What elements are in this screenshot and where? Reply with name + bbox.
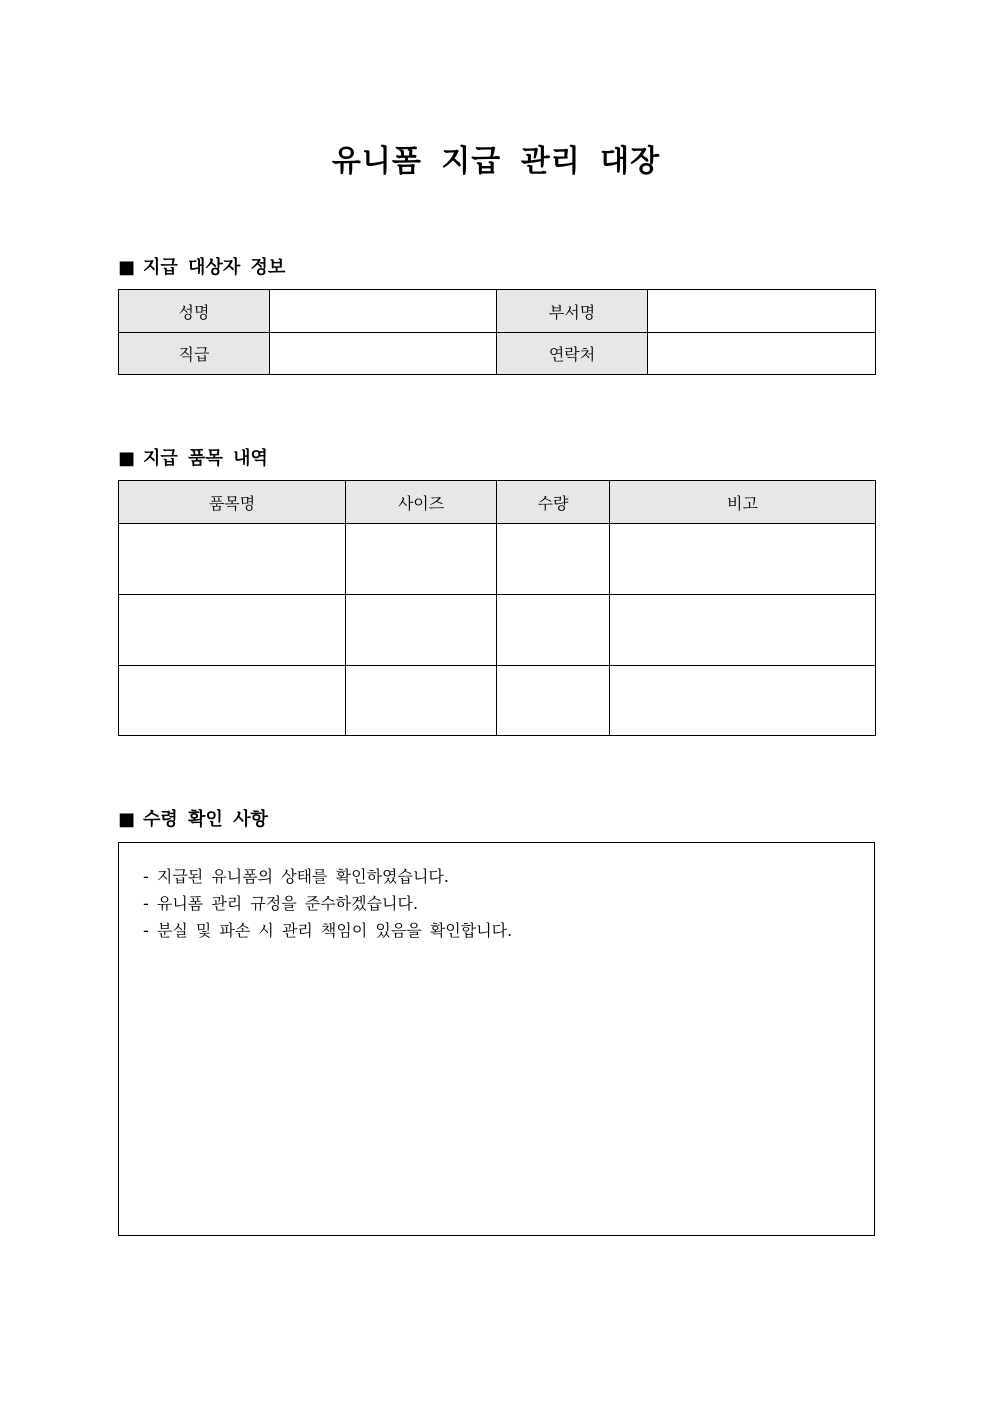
recipient-info-table xyxy=(118,289,876,375)
table-row xyxy=(119,290,876,333)
quantity-cell[interactable] xyxy=(497,524,610,595)
size-cell[interactable] xyxy=(346,595,497,666)
size-cell[interactable] xyxy=(346,666,497,736)
quantity-cell[interactable] xyxy=(497,595,610,666)
department-label: 부서명 xyxy=(497,290,648,333)
confirmation-section-title: 수령 확인 사항 xyxy=(143,809,268,830)
column-header-size: 사이즈 xyxy=(346,481,497,524)
list-item: - 유니폼 관리 규정을 준수하겠습니다. xyxy=(143,894,419,913)
confirmation-list xyxy=(119,843,874,944)
remarks-cell[interactable] xyxy=(610,595,876,666)
table-row xyxy=(119,333,876,375)
table-row xyxy=(119,524,876,595)
name-field[interactable] xyxy=(270,290,497,333)
item-name-cell[interactable] xyxy=(119,666,346,736)
table-row xyxy=(119,666,876,736)
column-header-item-name: 품목명 xyxy=(119,481,346,524)
items-section-title: 지급 품목 내역 xyxy=(143,448,268,469)
table-header-row xyxy=(119,481,876,524)
recipient-section-heading xyxy=(118,253,285,279)
square-bullet-icon: ■ xyxy=(118,448,136,469)
confirmation-section-heading xyxy=(118,805,268,831)
item-name-cell[interactable] xyxy=(119,595,346,666)
remarks-cell[interactable] xyxy=(610,524,876,595)
confirmation-box xyxy=(118,842,875,1236)
size-cell[interactable] xyxy=(346,524,497,595)
remarks-cell[interactable] xyxy=(610,666,876,736)
quantity-cell[interactable] xyxy=(497,666,610,736)
department-field[interactable] xyxy=(648,290,876,333)
column-header-quantity: 수량 xyxy=(497,481,610,524)
items-table xyxy=(118,480,876,736)
list-item: - 분실 및 파손 시 관리 책임이 있음을 확인합니다. xyxy=(143,921,513,940)
items-section-heading xyxy=(118,444,268,470)
contact-field[interactable] xyxy=(648,333,876,375)
list-item: - 지급된 유니폼의 상태를 확인하였습니다. xyxy=(143,867,449,886)
rank-field[interactable] xyxy=(270,333,497,375)
name-label: 성명 xyxy=(119,290,270,333)
document-title: 유니폼 지급 관리 대장 xyxy=(331,144,661,179)
table-row xyxy=(119,595,876,666)
rank-label: 직급 xyxy=(119,333,270,375)
square-bullet-icon: ■ xyxy=(118,257,136,278)
recipient-section-title: 지급 대상자 정보 xyxy=(143,257,286,278)
item-name-cell[interactable] xyxy=(119,524,346,595)
square-bullet-icon: ■ xyxy=(118,809,136,830)
contact-label: 연락처 xyxy=(497,333,648,375)
column-header-remarks: 비고 xyxy=(610,481,876,524)
